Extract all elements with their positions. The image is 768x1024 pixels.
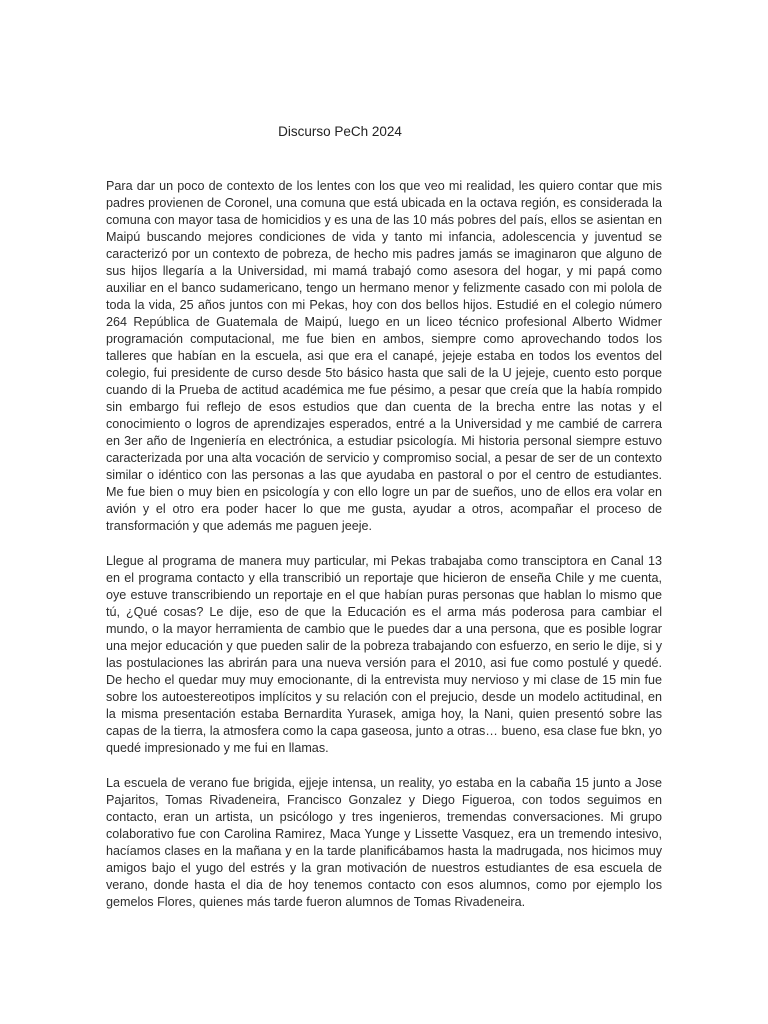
- paragraph-3: La escuela de verano fue brigida, ejjeje intensa, un reality, yo estaba en la cabaña 15 junto a Jose Pajaritos, Tomas Rivadeneira, Francisco Gonzalez y Diego Figueroa, con todos seguimos en contacto, eran un artista, un psicólogo y tres ingenieros, tremendas conversaciones. Mi grupo colaborativo fue con Carolina Ramirez, Maca Yunge y Lissette Vasquez, era un tremendo intesivo, hacíamos clases en la mañana y en la tarde planificábamos hasta la madrugada, nos hicimos muy amigos bajo el yugo del estrés y la gran motivación de nuestros estudiantes de esa escuela de verano, donde hasta el dia de hoy tenemos contacto con esos alumnos, como por ejemplo los gemelos Flores, quienes más tarde fueron alumnos de Tomas Rivadeneira.: [106, 776, 662, 909]
- paragraph-1: Para dar un poco de contexto de los lentes con los que veo mi realidad, les quiero contar que mis padres provienen de Coronel, una comuna que está ubicada en la octava región, es considerada la comuna con mayor tasa de homicidios y es una de las 10 más pobres del país, ellos se asientan en Maipú buscando mejores condiciones de vida y tanto mi infancia, adolescencia y juventud se caracterizó por un contexto de pobreza, de hecho mis padres jamás se imaginaron que alguno de sus hijos llegaría a la Universidad, mi mamá trabajó como asesora del hogar, y mi papá como auxiliar en el banco sudamericano, tengo un hermano menor y felizmente casado con mi polola de toda la vida, 25 años juntos con mi Pekas, hoy con dos bellos hijos. Estudié en el colegio número 264 República de Guatemala de Maipú, luego en un liceo técnico profesional Alberto Widmer programación computacional, me fue bien en ambos, siempre como aprovechando todos los talleres que habían en la escuela, asi que era el canapé, jejeje estaba en todos los eventos del colegio, fui presidente de curso desde 5to básico hasta que sali de la U jejeje, cuento esto porque cuando di la Prueba de actitud académica me fue pésimo, a pesar que creía que la había rompido sin embargo fui reflejo de esos estudios que dan cuenta de la brecha entre las notas y el conocimiento o logros de aprendizajes esperados, entré a la Universidad y me cambié de carrera en 3er año de Ingeniería en electrónica, a estudiar psicología. Mi historia personal siempre estuvo caracterizada por una alta vocación de servicio y compromiso social, a pesar de ser de un contexto similar o idéntico con las personas a las que ayudaba en pastoral o por el centro de estudiantes. Me fue bien o muy bien en psicología y con ello logre un par de sueños, uno de ellos era volar en avión y el otro era poder hacer lo que me gusta, ayudar a otros, acompañar el proceso de transformación y que además me paguen jeeje.: [106, 179, 662, 533]
- paragraph-2: Llegue al programa de manera muy particular, mi Pekas trabajaba como transciptora en Canal 13 en el programa contacto y ella transcribió un reportaje que hicieron de enseña Chile y me cuenta, oye estuve transcribiendo un reportaje en el que habían puras personas que hablan lo mismo que tú, ¿Qué cosas? Le dije, eso de que la Educación es el arma más poderosa para cambiar el mundo, o la mayor herramienta de cambio que le puedes dar a una persona, que es posible lograr una mejor educación y que pueden salir de la pobreza trabajando con esfuerzo, en serio le dije, si y las postulaciones las abrirán para una nueva versión para el 2010, asi fue como postulé y quedé. De hecho el quedar muy muy emocionante, di la entrevista muy nervioso y mi clase de 15 min fue sobre los autoestereotipos implícitos y su relación con el prejucio, desde un modelo actitudinal, en la misma presentación estaba Bernardita Yurasek, amiga hoy, la Nani, quien presentó sobre las capas de la tierra, la atmosfera como la capa gaseosa, junto a otras… bueno, esa clase fue bkn, yo quedé impresionado y me fui en llamas.: [106, 554, 662, 755]
- document-body: [106, 178, 662, 929]
- document-title: Discurso PeCh 2024: [278, 124, 402, 139]
